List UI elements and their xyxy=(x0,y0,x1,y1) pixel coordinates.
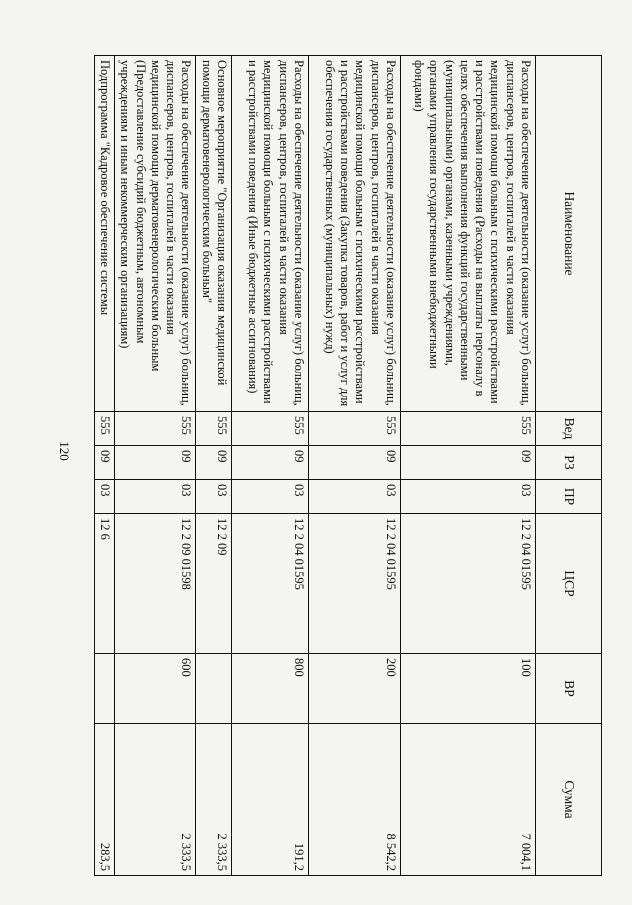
cell-name: Расходы на обеспечение деятельности (оказание услуг) больниц, диспансеров, центров, госпиталей в части оказания медицинской помощи дерматовенерологическим больным (Предоставление субсидий бюджетным, автономным учреждениям и иным некоммерческим организациям) xyxy=(115,56,196,412)
cell-name: Расходы на обеспечение деятельности (оказание услуг) больниц, диспансеров, центров, госпиталей в части оказания медицинской помощи больным с психическими расстройствами и расстройствами поведения (Закупка товаров, работ и услуг для обеспечения государственных (муниципальных) нужд) xyxy=(309,56,401,412)
budget-table xyxy=(94,55,602,876)
cell-rz: 09 xyxy=(115,446,196,480)
header-ved: Вед xyxy=(536,412,602,446)
cell-vr xyxy=(95,654,115,724)
cell-sum: 2 333,5 xyxy=(115,724,196,876)
header-rz: РЗ xyxy=(536,446,602,480)
cell-pr: 03 xyxy=(232,480,309,514)
cell-vr: 100 xyxy=(401,654,536,724)
cell-pr: 03 xyxy=(95,480,115,514)
table-row xyxy=(115,56,196,876)
table-row xyxy=(95,56,115,876)
cell-rz: 09 xyxy=(401,446,536,480)
cell-pr: 03 xyxy=(309,480,401,514)
cell-csr: 12 2 09 xyxy=(196,514,232,654)
cell-sum: 283,5 xyxy=(95,724,115,876)
cell-ved: 555 xyxy=(401,412,536,446)
cell-vr: 800 xyxy=(232,654,309,724)
rotated-table-wrapper xyxy=(98,55,602,875)
cell-ved: 555 xyxy=(196,412,232,446)
header-vr: ВР xyxy=(536,654,602,724)
table-row xyxy=(196,56,232,876)
cell-pr: 03 xyxy=(401,480,536,514)
header-csr: ЦСР xyxy=(536,514,602,654)
cell-name: Расходы на обеспечение деятельности (оказание услуг) больниц, диспансеров, центров, госпиталей в части оказания медицинской помощи больным с психическими расстройствами и расстройствами поведения (Расходы на выплаты персоналу в целях обеспечения выполнения функций государственными (муниципальными) органами, казенными учреждениями, органами управления государственными внебюджетными фондами) xyxy=(401,56,536,412)
cell-sum: 8 542,2 xyxy=(309,724,401,876)
cell-rz: 09 xyxy=(95,446,115,480)
cell-name: Расходы на обеспечение деятельности (оказание услуг) больниц, диспансеров, центров, госпиталей в части оказания медицинской помощи больным с психическими расстройствами и расстройствами поведения (Иные бюджетные ассигнования) xyxy=(232,56,309,412)
cell-name: Основное мероприятие "Организация оказания медицинской помощи дерматовенерологическим больным" xyxy=(196,56,232,412)
cell-vr: 600 xyxy=(115,654,196,724)
cell-sum: 7 004,1 xyxy=(401,724,536,876)
cell-pr: 03 xyxy=(196,480,232,514)
cell-rz: 09 xyxy=(196,446,232,480)
cell-ved: 555 xyxy=(232,412,309,446)
cell-csr: 12 2 09 01598 xyxy=(115,514,196,654)
cell-rz: 09 xyxy=(309,446,401,480)
cell-ved: 555 xyxy=(309,412,401,446)
header-sum: Сумма xyxy=(536,724,602,876)
cell-sum: 2 333,5 xyxy=(196,724,232,876)
table-row xyxy=(232,56,309,876)
cell-vr: 200 xyxy=(309,654,401,724)
cell-vr xyxy=(196,654,232,724)
cell-csr: 12 2 04 01595 xyxy=(232,514,309,654)
header-name: Наименование xyxy=(536,56,602,412)
table-row xyxy=(401,56,536,876)
cell-ved: 555 xyxy=(95,412,115,446)
header-pr: ПР xyxy=(536,480,602,514)
cell-csr: 12 2 04 01595 xyxy=(309,514,401,654)
cell-csr: 12 6 xyxy=(95,514,115,654)
table-header-row xyxy=(536,56,602,876)
cell-sum: 191,2 xyxy=(232,724,309,876)
cell-pr: 03 xyxy=(115,480,196,514)
table-row xyxy=(309,56,401,876)
cell-ved: 555 xyxy=(115,412,196,446)
cell-rz: 09 xyxy=(232,446,309,480)
page-number: 120 xyxy=(56,441,72,461)
cell-csr: 12 2 04 01595 xyxy=(401,514,536,654)
cell-name: Подпрограмма "Кадровое обеспечение системы xyxy=(95,56,115,412)
